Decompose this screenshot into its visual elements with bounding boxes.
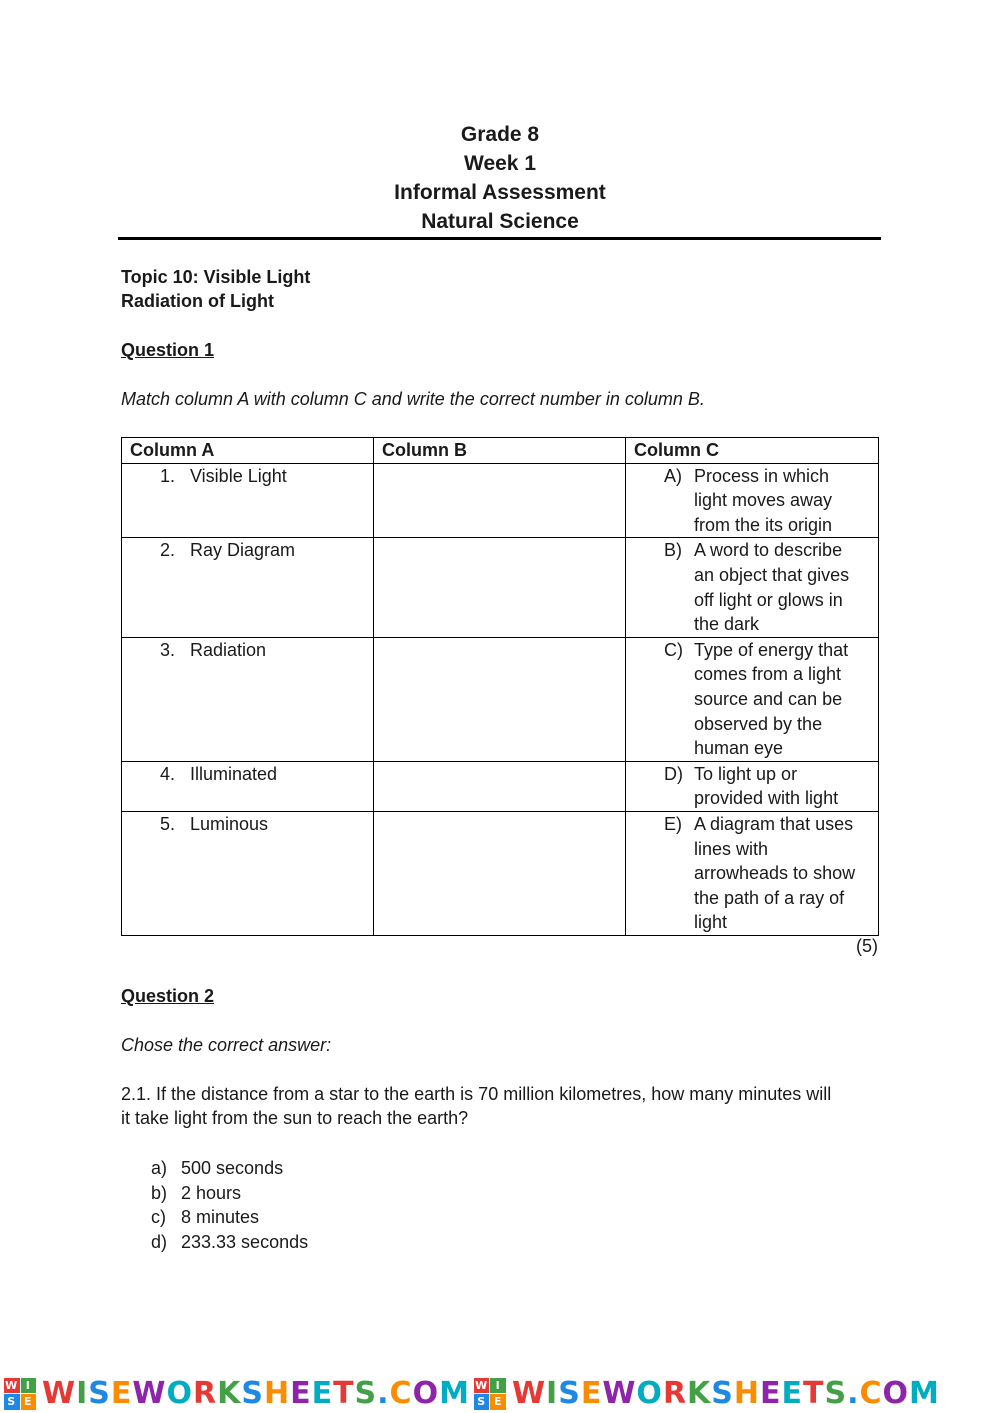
answer-cell[interactable] [374,761,626,811]
answer-cell[interactable] [374,811,626,935]
brand-letter: K [217,1376,242,1411]
table-row [122,463,879,538]
definition-letter: C) [664,639,683,660]
column-c-cell [626,637,879,761]
definition-letter: E) [664,813,682,834]
brand-letter: S [711,1376,734,1411]
column-c-cell [626,463,879,538]
answer-cell[interactable] [374,637,626,761]
option-letter: d) [151,1231,168,1252]
logo-letter: E [21,1394,37,1410]
item-term: Ray Diagram [190,540,296,561]
question1-marks: (5) [856,936,878,956]
column-c-cell [626,538,879,637]
brand-letter: K [687,1376,712,1411]
brand-letter: O [166,1376,193,1411]
table-row [122,811,879,935]
title-grade: Grade 8 [460,123,540,146]
brand-letter: W [602,1376,637,1411]
option-letter: a) [151,1158,168,1178]
item-term: Luminous [190,813,269,834]
option-letter: b) [151,1182,168,1203]
brand-block-1 [4,1376,470,1411]
column-a-cell [122,761,374,811]
column-c-cell [626,761,879,811]
title-week: Week 1 [464,152,536,175]
answer-option-c[interactable] [151,1205,308,1230]
column-a-cell [122,637,374,761]
answer-cell[interactable] [374,538,626,637]
title-block [120,120,880,236]
logo-letter: W [475,1378,489,1392]
header-divider [118,237,881,240]
title-subject: Natural Science [421,210,579,233]
column-a-cell [122,811,374,935]
title-assessment: Informal Assessment [394,181,606,204]
answer-cell[interactable] [374,463,626,538]
brand-letter: . [847,1376,860,1411]
brand-letter: E [311,1376,334,1411]
brand-block-2 [474,1376,940,1411]
brand-letter: . [377,1376,390,1411]
brand-letter: S [824,1376,848,1411]
brand-letter: S [241,1376,264,1411]
column-c-cell [626,811,879,935]
logo-letter: W [5,1378,19,1392]
definition-text: Type of energy that comes from a light source and can be observed by the human eye [694,639,849,759]
table-header-row [122,438,879,464]
table-row [122,761,879,811]
definition-text: To light up or provided with light [694,763,839,809]
definition-letter: A) [664,465,682,486]
brand-letter: W [42,1376,77,1411]
table-row [122,637,879,761]
item-term: Visible Light [190,465,287,486]
item-number: 3. [160,639,176,660]
item-number: 2. [160,540,176,561]
answer-option-b[interactable] [151,1181,308,1206]
brand-letter: E [760,1376,782,1411]
matching-table [121,437,879,936]
option-text: 233.33 seconds [181,1231,309,1252]
brand-letter: I [76,1376,89,1411]
item-term: Illuminated [190,763,278,784]
logo-letter: S [4,1394,20,1410]
footer-watermark [0,1374,1000,1413]
question2-instruction: Chose the correct answer: [121,1035,332,1055]
column-a-cell [122,463,374,538]
brand-letter: E [290,1376,312,1411]
definition-text: A diagram that uses lines with arrowheads to show the path of a ray of light [694,813,856,933]
question-2-1-line1: 2.1. If the distance from a star to the earth is 70 million kilometres, how many minutes will [121,1084,832,1104]
definition-text: A word to describe an object that gives off light or glows in the dark [694,540,850,635]
option-text: 500 seconds [181,1158,284,1178]
topic-title: Topic 10: Visible Light [121,267,311,287]
brand-letter: E [781,1376,804,1411]
item-number: 4. [160,763,176,784]
definition-text: Process in which light moves away from the its origin [694,465,833,535]
brand-letter: C [859,1376,883,1411]
brand-letter: T [803,1376,825,1411]
brand-letter: R [192,1376,218,1411]
brand-letter: S [88,1376,111,1411]
brand-letter: T [333,1376,355,1411]
topic-subtitle: Radiation of Light [121,291,274,311]
brand-letter: E [580,1376,603,1411]
logo-letter: I [490,1378,506,1394]
logo-letter: E [490,1394,506,1410]
item-term: Radiation [190,639,267,660]
brand-letter: O [412,1376,440,1411]
wise-logo-icon [474,1378,506,1410]
question1-instruction: Match column A with column C and write the correct number in column B. [121,389,705,409]
brand-letter: W [132,1376,167,1411]
answer-option-d[interactable] [151,1230,308,1255]
brand-letter: H [263,1376,291,1411]
item-number: 1. [160,465,176,486]
brand-text [512,1376,940,1411]
wise-logo-icon [4,1378,36,1410]
brand-letter: I [546,1376,559,1411]
brand-letter: M [909,1376,940,1411]
column-b-header: Column B [374,438,626,464]
table-row [122,538,879,637]
brand-letter: S [354,1376,378,1411]
option-letter: c) [151,1207,166,1228]
column-a-header: Column A [122,438,374,464]
brand-letter: O [636,1376,663,1411]
brand-text [42,1376,470,1411]
question2-heading: Question 2 [121,986,215,1006]
column-c-header: Column C [626,438,879,464]
question1-heading: Question 1 [121,340,215,360]
option-text: 8 minutes [181,1207,260,1228]
definition-letter: B) [664,540,682,561]
item-number: 5. [160,813,176,834]
brand-letter: H [733,1376,761,1411]
logo-letter: I [21,1378,37,1394]
brand-letter: S [558,1376,581,1411]
brand-letter: O [882,1376,910,1411]
brand-letter: M [439,1376,470,1411]
brand-letter: E [110,1376,133,1411]
option-text: 2 hours [181,1182,242,1203]
answer-option-a[interactable] [151,1156,308,1181]
brand-letter: R [662,1376,688,1411]
brand-letter: W [511,1376,547,1411]
definition-letter: D) [664,763,683,784]
column-a-cell [122,538,374,637]
brand-letter: C [389,1376,413,1411]
logo-letter: S [474,1394,490,1410]
question-2-1-line2: it take light from the sun to reach the earth? [121,1108,469,1128]
answer-options [151,1156,308,1254]
